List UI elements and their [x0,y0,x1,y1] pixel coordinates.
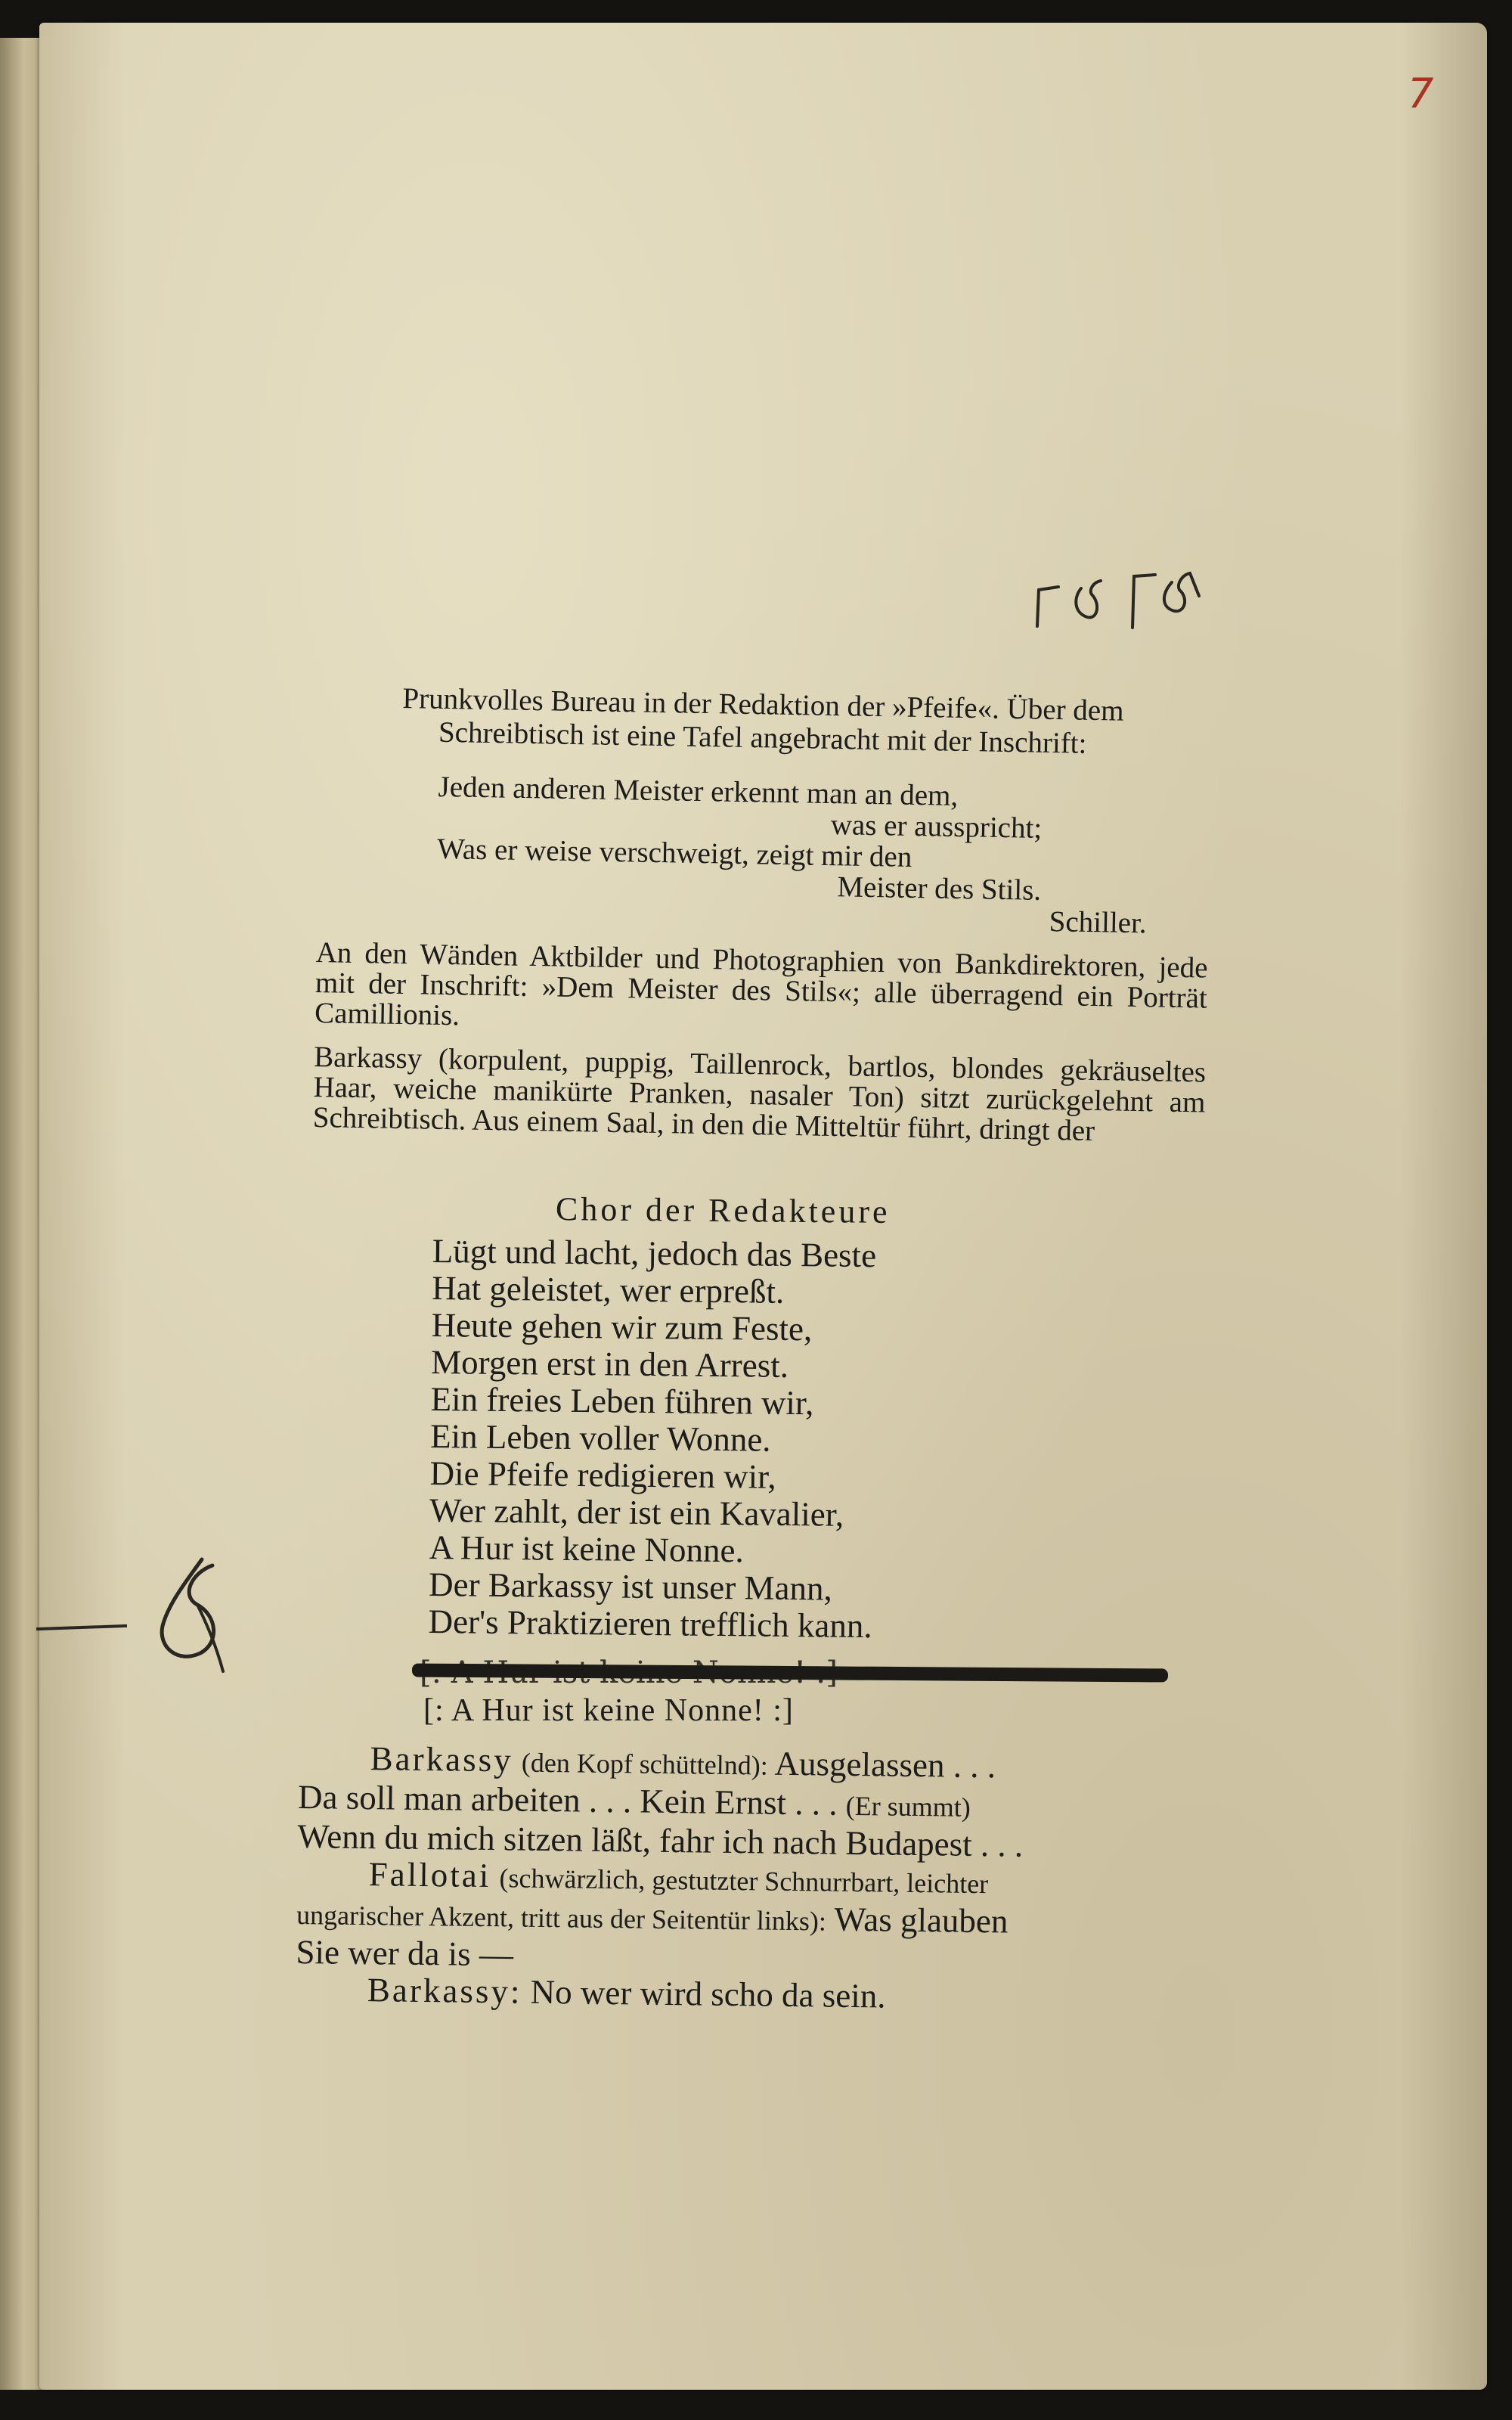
chorus-refrain: [: A Hur ist keine Nonne! :] [423,1693,794,1728]
chorus-line: Lügt und lacht, jedoch das Beste [432,1232,877,1275]
spoken-text: Ausgelassen . . . [774,1744,996,1786]
spoken-text: Was glauben [834,1900,1009,1941]
book-spine-edge [0,38,45,2390]
chorus-line: Hat geleistet, wer erpreßt. [431,1268,785,1311]
epigraph-line-3: Was er weise verschweigt, zeigt mir den [436,832,912,873]
dialogue-line-6: Sie wer da is — [296,1932,514,1974]
page-number: 7 [1408,70,1434,117]
pencil-annotation-margin [147,1550,238,1679]
epigraph-attribution: Schiller. [1049,905,1148,940]
spoken-text: Da soll man arbeiten . . . Kein Ernst . . . [297,1777,838,1823]
chorus-line: Ein freies Leben führen wir, [430,1379,814,1423]
description-paragraph-1: An den Wänden Aktbilder und Photographien von Bankdirektoren, jede mit der Inschrift: »Dem Meister des Stils«; alle überragend ein Porträt Camillionis. [314,936,1208,1032]
epigraph-line-1: Jeden anderen Meister erkennt man an dem, [438,771,959,812]
speaker-name: Fallotai [368,1855,491,1895]
chorus-heading: Chor der Redakteure [555,1190,891,1230]
scene-description [312,938,1208,1162]
chorus-line: Der's Praktizieren trefflich kann. [428,1602,872,1646]
chorus-line: Der Barkassy ist unser Mann, [428,1565,833,1608]
speaker-name: Barkassy: [367,1971,522,2011]
stage-note: (Er summt) [845,1790,971,1823]
stage-direction-line-1: Prunkvolles Bureau in der Redaktion der »Pfeife«. Über dem [402,681,1124,728]
chorus-line: Morgen erst in den Arrest. [430,1342,789,1385]
epigraph [435,771,1163,939]
stage-note: (den Kopf schüttelnd): [521,1747,769,1781]
pencil-annotation-top [1028,560,1225,635]
chorus-line: Wer zahlt, der ist ein Kavalier, [429,1491,844,1534]
chorus-line: Die Pfeife redigieren wir, [429,1454,776,1496]
spoken-text: No wer wird scho da sein. [530,1972,886,2015]
description-paragraph-2: Barkassy (korpulent, puppig, Taillenrock, bartlos, blondes gekräuseltes Haar, weiche manikürte Pranken, nasaler Ton) sitzt zurückgelehnt am Schreibtisch. Aus einem Saal, in den die Mitteltür führt, dringt der [312,1040,1207,1148]
epigraph-line-2: was er ausspricht; [830,808,1043,845]
stage-direction-line-2: Schreibtisch ist eine Tafel angebracht mit der Inschrift: [438,715,1087,760]
chorus-line: Ein Leben voller Wonne. [429,1416,771,1459]
dialogue [296,1739,1191,2018]
speaker-name: Barkassy [370,1739,513,1779]
stage-note: ungarischer Akzent, tritt aus der Seitentür links): [296,1899,827,1937]
stage-note: (schwärzlich, gestutzter Schnurrbart, leichter [499,1863,989,1900]
dialogue-line-3: Wenn du mich sitzen läßt, fahr ich nach Budapest . . . [297,1817,1024,1864]
chorus-verse [428,1233,876,1645]
epigraph-line-4: Meister des Stils. [837,870,1042,907]
chorus-line: A Hur ist keine Nonne. [429,1528,745,1570]
struck-through-line [412,1660,1168,1683]
chorus-line: Heute gehen wir zum Feste, [431,1305,813,1348]
stage-direction [316,681,1210,771]
